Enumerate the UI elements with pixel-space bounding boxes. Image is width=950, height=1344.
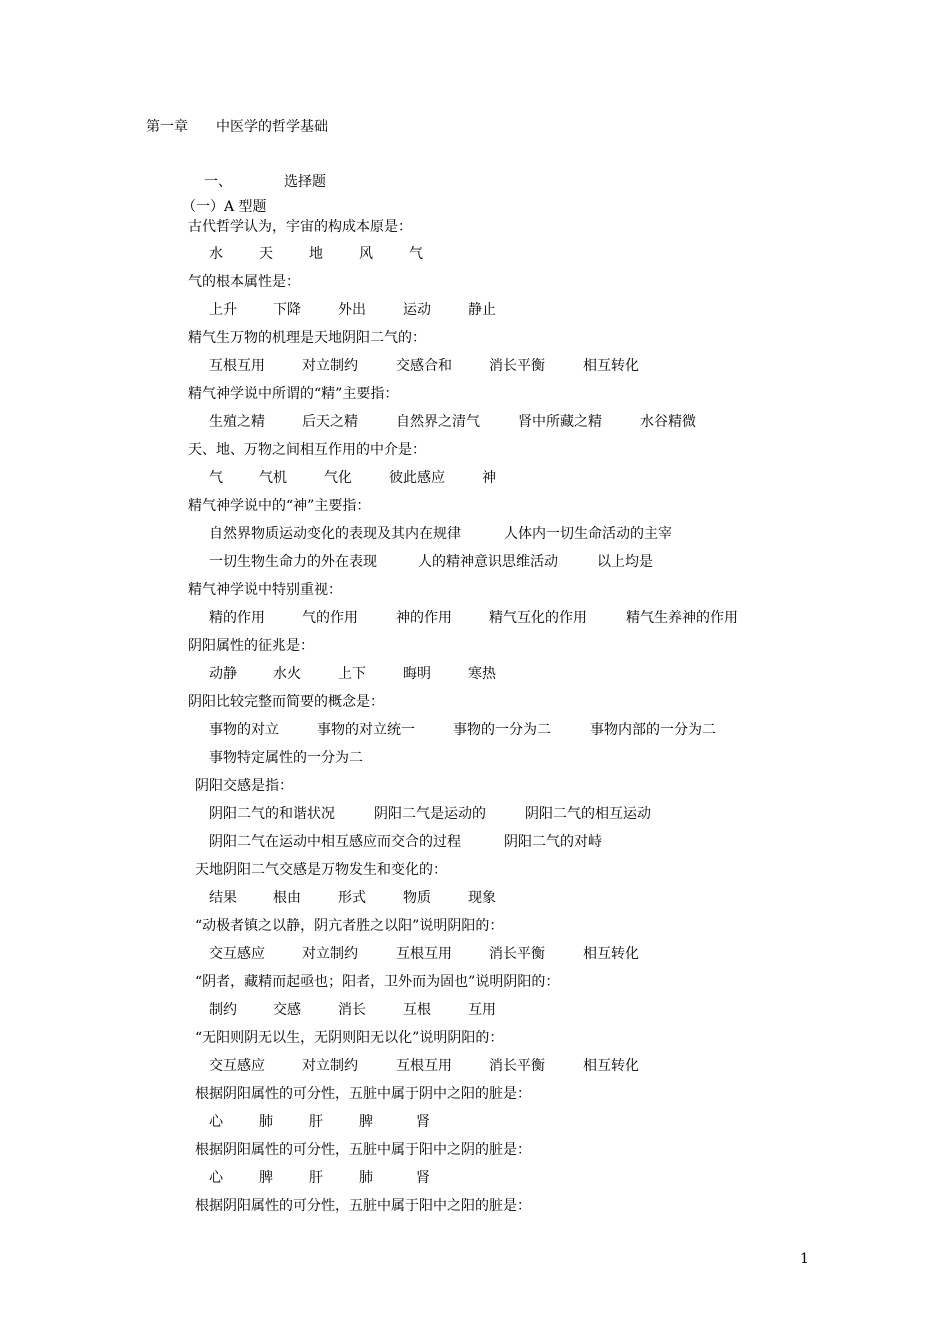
- option-c: 自然界之清气: [396, 414, 480, 430]
- option-a: 心: [209, 1170, 223, 1186]
- option-b: 天: [259, 246, 273, 262]
- option-d: 肺: [359, 1170, 373, 1186]
- option-b: 根由: [273, 890, 301, 906]
- option-b: 人体内一切生命活动的主宰: [504, 526, 672, 542]
- option-e: 阴阳二气的对峙: [504, 834, 602, 850]
- option-c: 肝: [309, 1170, 323, 1186]
- question-options-2: [0, 303, 950, 319]
- question-stem-9: 阴阳比较完整而简要的概念是：: [188, 694, 384, 710]
- option-b: 气的作用: [302, 610, 358, 626]
- option-b: 对立制约: [302, 358, 358, 374]
- option-d: 互根: [403, 1002, 431, 1018]
- question-stem-16: 根据阴阳属性的可分性，五脏中属于阳中之阴的脏是：: [195, 1142, 531, 1158]
- option-e: 相互转化: [583, 946, 639, 962]
- question-stem-14: “无阳则阴无以生，无阴则阳无以化”说明阴阳的：: [195, 1030, 504, 1046]
- option-e: 水谷精微: [640, 414, 696, 430]
- question-stem-3: 精气生万物的机理是天地阴阳二气的：: [188, 330, 426, 346]
- option-a: 交互感应: [209, 946, 265, 962]
- option-b: 对立制约: [302, 946, 358, 962]
- question-options-15: [0, 1115, 950, 1131]
- option-d: 物质: [403, 890, 431, 906]
- option-e: 静止: [468, 302, 496, 318]
- question-options-11: [0, 891, 950, 907]
- option-b: 交感: [273, 1002, 301, 1018]
- option-a: 互根互用: [209, 358, 265, 374]
- option-e: 寒热: [468, 666, 496, 682]
- option-c: 形式: [338, 890, 366, 906]
- page-number: 1: [800, 1251, 809, 1267]
- option-d: 脾: [359, 1114, 373, 1130]
- question-options-7: [0, 611, 950, 627]
- question-stem-13: “阴者，藏精而起亟也；阳者，卫外而为固也”说明阴阳的：: [195, 974, 560, 990]
- question-stem-1: 古代哲学认为，宇宙的构成本原是：: [188, 219, 412, 235]
- question-options-6: [0, 527, 950, 571]
- question-options-9: [0, 723, 950, 767]
- option-e: 现象: [468, 890, 496, 906]
- option-a: 精的作用: [209, 610, 265, 626]
- question-stem-6: 精气神学说中的“神”主要指：: [188, 498, 371, 514]
- option-c: 事物的一分为二: [453, 722, 551, 738]
- option-a: 上升: [209, 302, 237, 318]
- option-d: 风: [359, 246, 373, 262]
- question-options-16: [0, 1171, 950, 1187]
- question-stem-2: 气的根本属性是：: [188, 274, 300, 290]
- option-b: 下降: [273, 302, 301, 318]
- question-stem-11: 天地阴阳二气交感是万物发生和变化的：: [195, 862, 447, 878]
- question-stem-10: 阴阳交感是指：: [195, 778, 293, 794]
- option-e: 精气生养神的作用: [626, 610, 738, 626]
- option-d: 精气互化的作用: [489, 610, 587, 626]
- option-a: 水: [209, 246, 223, 262]
- option-b: 气机: [259, 470, 287, 486]
- option-d: 阴阳二气在运动中相互感应而交合的过程: [209, 834, 461, 850]
- option-c: 气化: [324, 470, 352, 486]
- option-e: 肾: [416, 1114, 430, 1130]
- option-b: 肺: [259, 1114, 273, 1130]
- section-title: 选择题: [284, 174, 326, 190]
- question-options-5: [0, 471, 950, 487]
- option-c: 地: [309, 246, 323, 262]
- chapter-title: 中医学的哲学基础: [216, 119, 328, 135]
- option-a: 生殖之精: [209, 414, 265, 430]
- option-b: 阴阳二气是运动的: [374, 806, 486, 822]
- option-e: 以上均是: [597, 554, 653, 570]
- question-options-3: [0, 359, 950, 375]
- option-c: 交感合和: [396, 358, 452, 374]
- option-c: 互根互用: [396, 946, 452, 962]
- option-c: 互根互用: [396, 1058, 452, 1074]
- subsection-title: （一）A 型题: [182, 199, 267, 215]
- question-options-14: [0, 1059, 950, 1075]
- option-b: 后天之精: [302, 414, 358, 430]
- question-options-10: [0, 807, 950, 851]
- option-e: 互用: [468, 1002, 496, 1018]
- option-c: 一切生物生命力的外在表现: [209, 554, 377, 570]
- option-a: 动静: [209, 666, 237, 682]
- question-stem-17: 根据阴阳属性的可分性，五脏中属于阳中之阳的脏是：: [195, 1198, 531, 1214]
- question-options-4: [0, 415, 950, 431]
- question-stem-12: “动极者镇之以静，阴亢者胜之以阳”说明阴阳的：: [195, 918, 504, 934]
- option-d: 消长平衡: [489, 358, 545, 374]
- question-options-1: [0, 247, 950, 263]
- question-stem-5: 天、地、万物之间相互作用的中介是：: [188, 442, 426, 458]
- option-a: 阴阳二气的和谐状况: [209, 806, 335, 822]
- option-d: 彼此感应: [389, 470, 445, 486]
- section-number: 一、: [204, 174, 232, 190]
- option-a: 制约: [209, 1002, 237, 1018]
- question-stem-8: 阴阳属性的征兆是：: [188, 638, 314, 654]
- chapter-label: 第一章: [146, 119, 188, 135]
- option-c: 外出: [338, 302, 366, 318]
- option-c: 神的作用: [396, 610, 452, 626]
- option-a: 气: [209, 470, 223, 486]
- option-e: 神: [482, 470, 496, 486]
- question-options-12: [0, 947, 950, 963]
- option-d: 肾中所藏之精: [518, 414, 602, 430]
- option-e: 气: [409, 246, 423, 262]
- option-a: 交互感应: [209, 1058, 265, 1074]
- option-e: 相互转化: [583, 358, 639, 374]
- option-d: 事物内部的一分为二: [590, 722, 716, 738]
- question-stem-7: 精气神学说中特别重视：: [188, 582, 342, 598]
- option-d: 消长平衡: [489, 946, 545, 962]
- option-c: 肝: [309, 1114, 323, 1130]
- option-e: 相互转化: [583, 1058, 639, 1074]
- option-c: 上下: [338, 666, 366, 682]
- option-a: 自然界物质运动变化的表现及其内在规律: [209, 526, 461, 542]
- option-c: 阴阳二气的相互运动: [525, 806, 651, 822]
- option-b: 事物的对立统一: [317, 722, 415, 738]
- option-a: 事物的对立: [209, 722, 279, 738]
- question-options-13: [0, 1003, 950, 1019]
- option-d: 运动: [403, 302, 431, 318]
- option-e: 事物特定属性的一分为二: [209, 750, 363, 766]
- option-e: 肾: [416, 1170, 430, 1186]
- option-d: 消长平衡: [489, 1058, 545, 1074]
- option-b: 水火: [273, 666, 301, 682]
- option-a: 结果: [209, 890, 237, 906]
- option-b: 对立制约: [302, 1058, 358, 1074]
- question-stem-15: 根据阴阳属性的可分性，五脏中属于阴中之阳的脏是：: [195, 1086, 531, 1102]
- option-d: 人的精神意识思维活动: [418, 554, 558, 570]
- option-a: 心: [209, 1114, 223, 1130]
- question-stem-4: 精气神学说中所谓的“精”主要指：: [188, 386, 399, 402]
- option-d: 晦明: [403, 666, 431, 682]
- question-options-8: [0, 667, 950, 683]
- option-b: 脾: [259, 1170, 273, 1186]
- option-c: 消长: [338, 1002, 366, 1018]
